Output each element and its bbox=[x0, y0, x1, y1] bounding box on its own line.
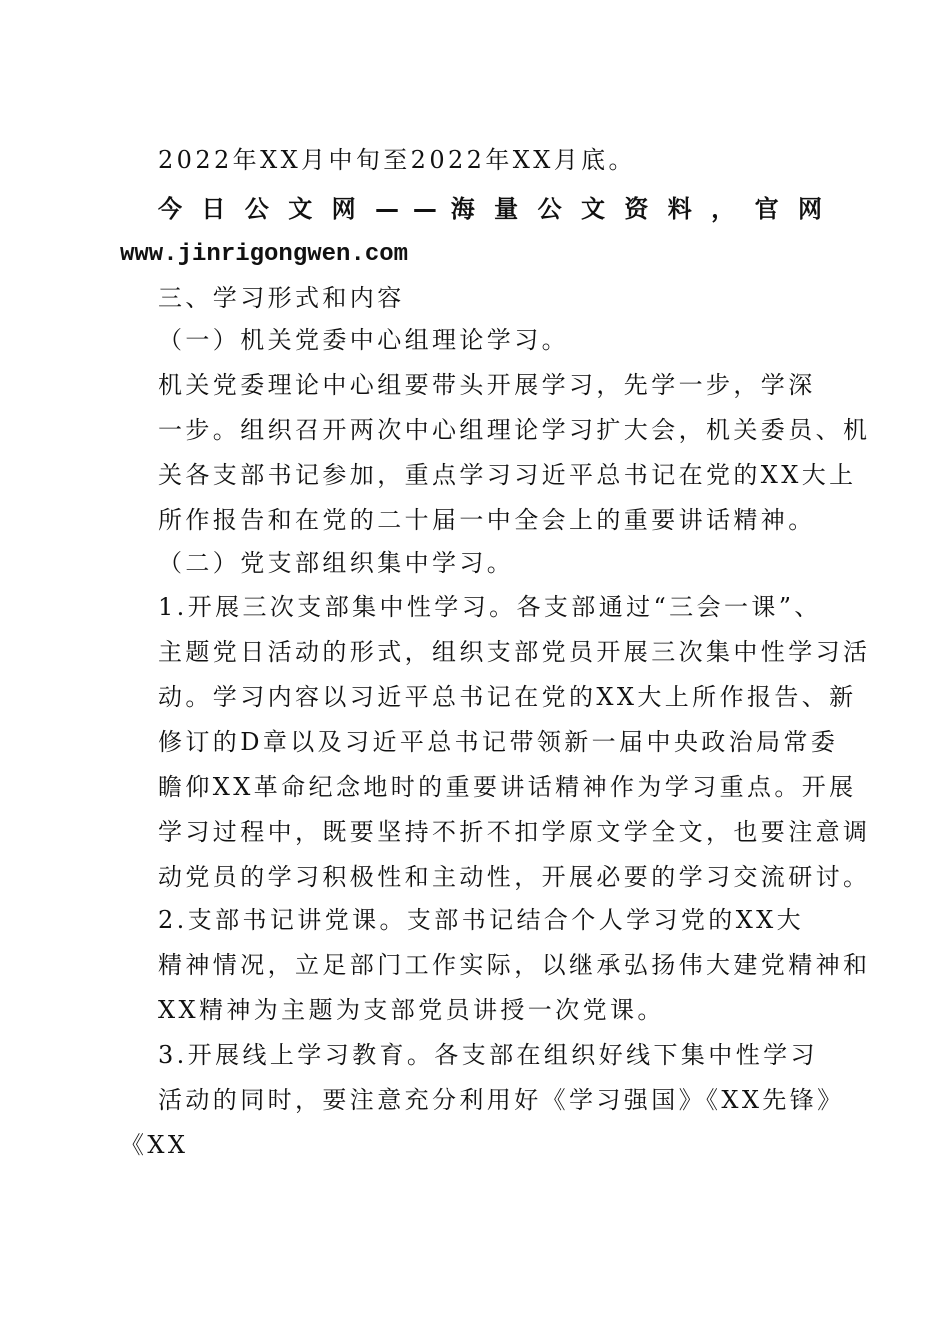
section-heading: 三、学习形式和内容 bbox=[158, 284, 405, 312]
paragraph-line: 瞻仰XX革命纪念地时的重要讲话精神作为学习重点。开展 bbox=[158, 773, 857, 801]
paragraph-line: 3.开展线上学习教育。各支部在组织好线下集中性学习 bbox=[158, 1041, 818, 1069]
paragraph-line: 动党员的学习积极性和主动性，开展必要的学习交流研讨。 bbox=[158, 863, 871, 891]
paragraph-line: 关各支部书记参加，重点学习习近平总书记在党的XX大上 bbox=[158, 461, 857, 489]
subsection-heading: （二）党支部组织集中学习。 bbox=[158, 549, 515, 577]
paragraph-line: 机关党委理论中心组要带头开展学习，先学一步，学深 bbox=[158, 371, 816, 399]
paragraph-line: XX精神为主题为支部党员讲授一次党课。 bbox=[158, 996, 665, 1024]
paragraph-line: 动。学习内容以习近平总书记在党的XX大上所作报告、新 bbox=[158, 683, 857, 711]
paragraph-line: 1.开展三次支部集中性学习。各支部通过“三会一课”、 bbox=[158, 593, 822, 621]
paragraph-line: 《XX bbox=[120, 1131, 189, 1159]
paragraph-line: 所作报告和在党的二十届一中全会上的重要讲话精神。 bbox=[158, 506, 816, 534]
website-link[interactable]: www.jinrigongwen.com bbox=[120, 241, 409, 268]
paragraph-line: 精神情况，立足部门工作实际，以继承弘扬伟大建党精神和 bbox=[158, 951, 871, 979]
paragraph-line: 主题党日活动的形式，组织支部党员开展三次集中性学习活 bbox=[158, 638, 871, 666]
paragraph-line: 学习过程中，既要坚持不折不扣学原文学全文，也要注意调 bbox=[158, 818, 871, 846]
paragraph-line: 2022年XX月中旬至2022年XX月底。 bbox=[158, 146, 636, 174]
paragraph-line: 活动的同时，要注意充分利用好《学习强国》《XX先锋》 bbox=[158, 1086, 845, 1114]
subsection-heading: （一）机关党委中心组理论学习。 bbox=[158, 326, 569, 354]
paragraph-line: 一步。组织召开两次中心组理论学习扩大会，机关委员、机 bbox=[158, 416, 871, 444]
paragraph-line: 2.支部书记讲党课。支部书记结合个人学习党的XX大 bbox=[158, 906, 805, 934]
paragraph-line: 修订的D章以及习近平总书记带领新一届中央政治局常委 bbox=[158, 728, 839, 756]
promo-heading: 今 日 公 文 网 — — 海 量 公 文 资 料 ， 官 网 bbox=[158, 195, 822, 223]
